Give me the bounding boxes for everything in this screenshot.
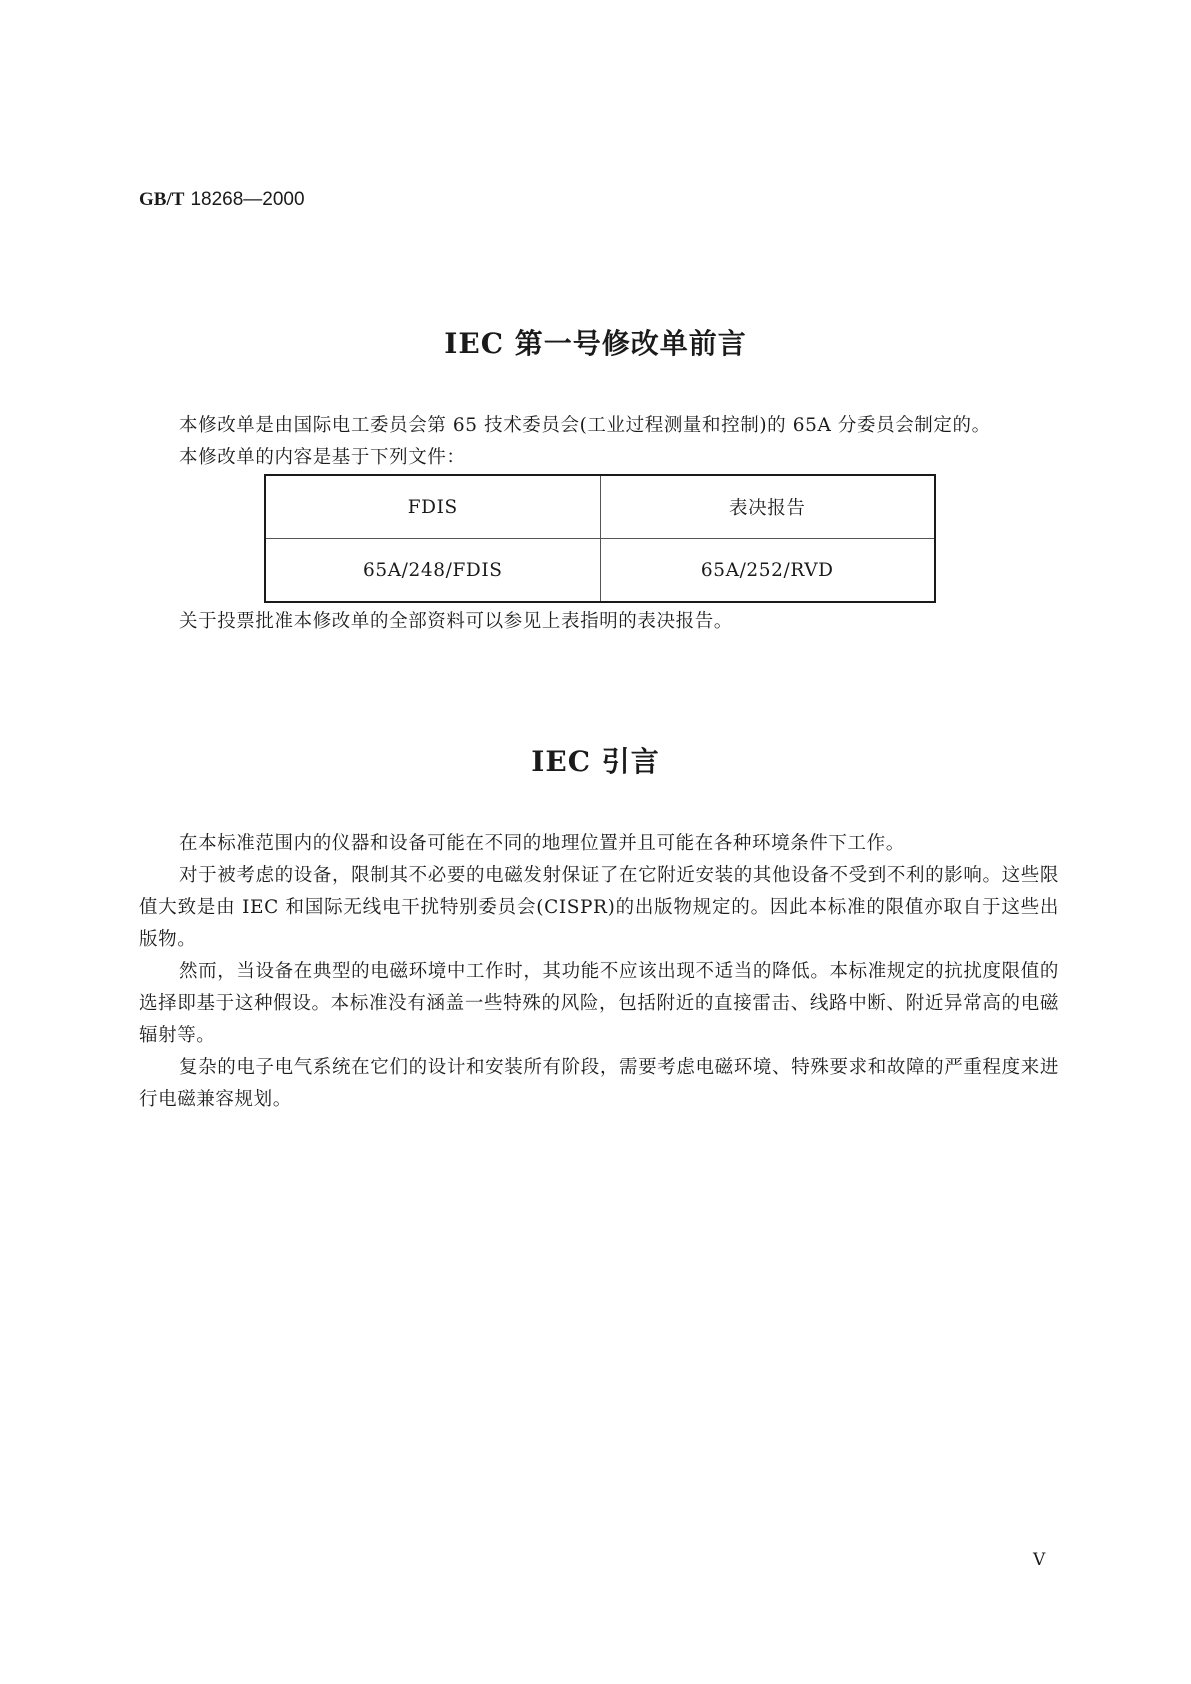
paragraph: 在本标准范围内的仪器和设备可能在不同的地理位置并且可能在各种环境条件下工作。: [179, 833, 905, 854]
document-header: [139, 186, 305, 213]
paragraph: 关于投票批准本修改单的全部资料可以参见上表指明的表决报告。: [179, 611, 733, 632]
table-row: [265, 539, 935, 603]
paragraph: 然而，当设备在典型的电磁环境中工作时，其功能不应该出现不适当的降低。本标准规定的抗扰度限值的选择即基于这种假设。本标准没有涵盖一些特殊的风险，包括附近的直接雷击、线路中断、附近异常高的电磁辐射等。: [139, 961, 1059, 1046]
table-cell: 65A/248/FDIS: [265, 539, 600, 603]
table-header-row: [265, 475, 935, 539]
paragraph: 复杂的电子电气系统在它们的设计和安装所有阶段，需要考虑电磁环境、特殊要求和故障的严重程度来进行电磁兼容规划。: [139, 1057, 1059, 1110]
standard-number: 18268—2000: [190, 189, 305, 210]
paragraph: 本修改单的内容是基于下列文件：: [179, 447, 466, 468]
paragraph: 对于被考虑的设备，限制其不必要的电磁发射保证了在它附近安装的其他设备不受到不利的影响。这些限值大致是由 IEC 和国际无线电干扰特别委员会(CISPR)的出版物规定的。因此本标准的限值亦取自于这些出版物。: [139, 865, 1059, 950]
paragraph: 本修改单是由国际电工委员会第 65 技术委员会(工业过程测量和控制)的 65A 分委员会制定的。: [179, 415, 991, 436]
standard-prefix: GB/T: [139, 189, 185, 210]
section-title-introduction: IEC 引言: [531, 745, 660, 778]
section-title-amendment-foreword: IEC 第一号修改单前言: [444, 327, 747, 360]
page-number: V: [1033, 1550, 1046, 1570]
table-header-cell: FDIS: [265, 475, 600, 539]
table-cell: 65A/252/RVD: [600, 539, 935, 603]
voting-documents-table: [264, 474, 936, 603]
table-header-cell: 表决报告: [600, 475, 935, 539]
